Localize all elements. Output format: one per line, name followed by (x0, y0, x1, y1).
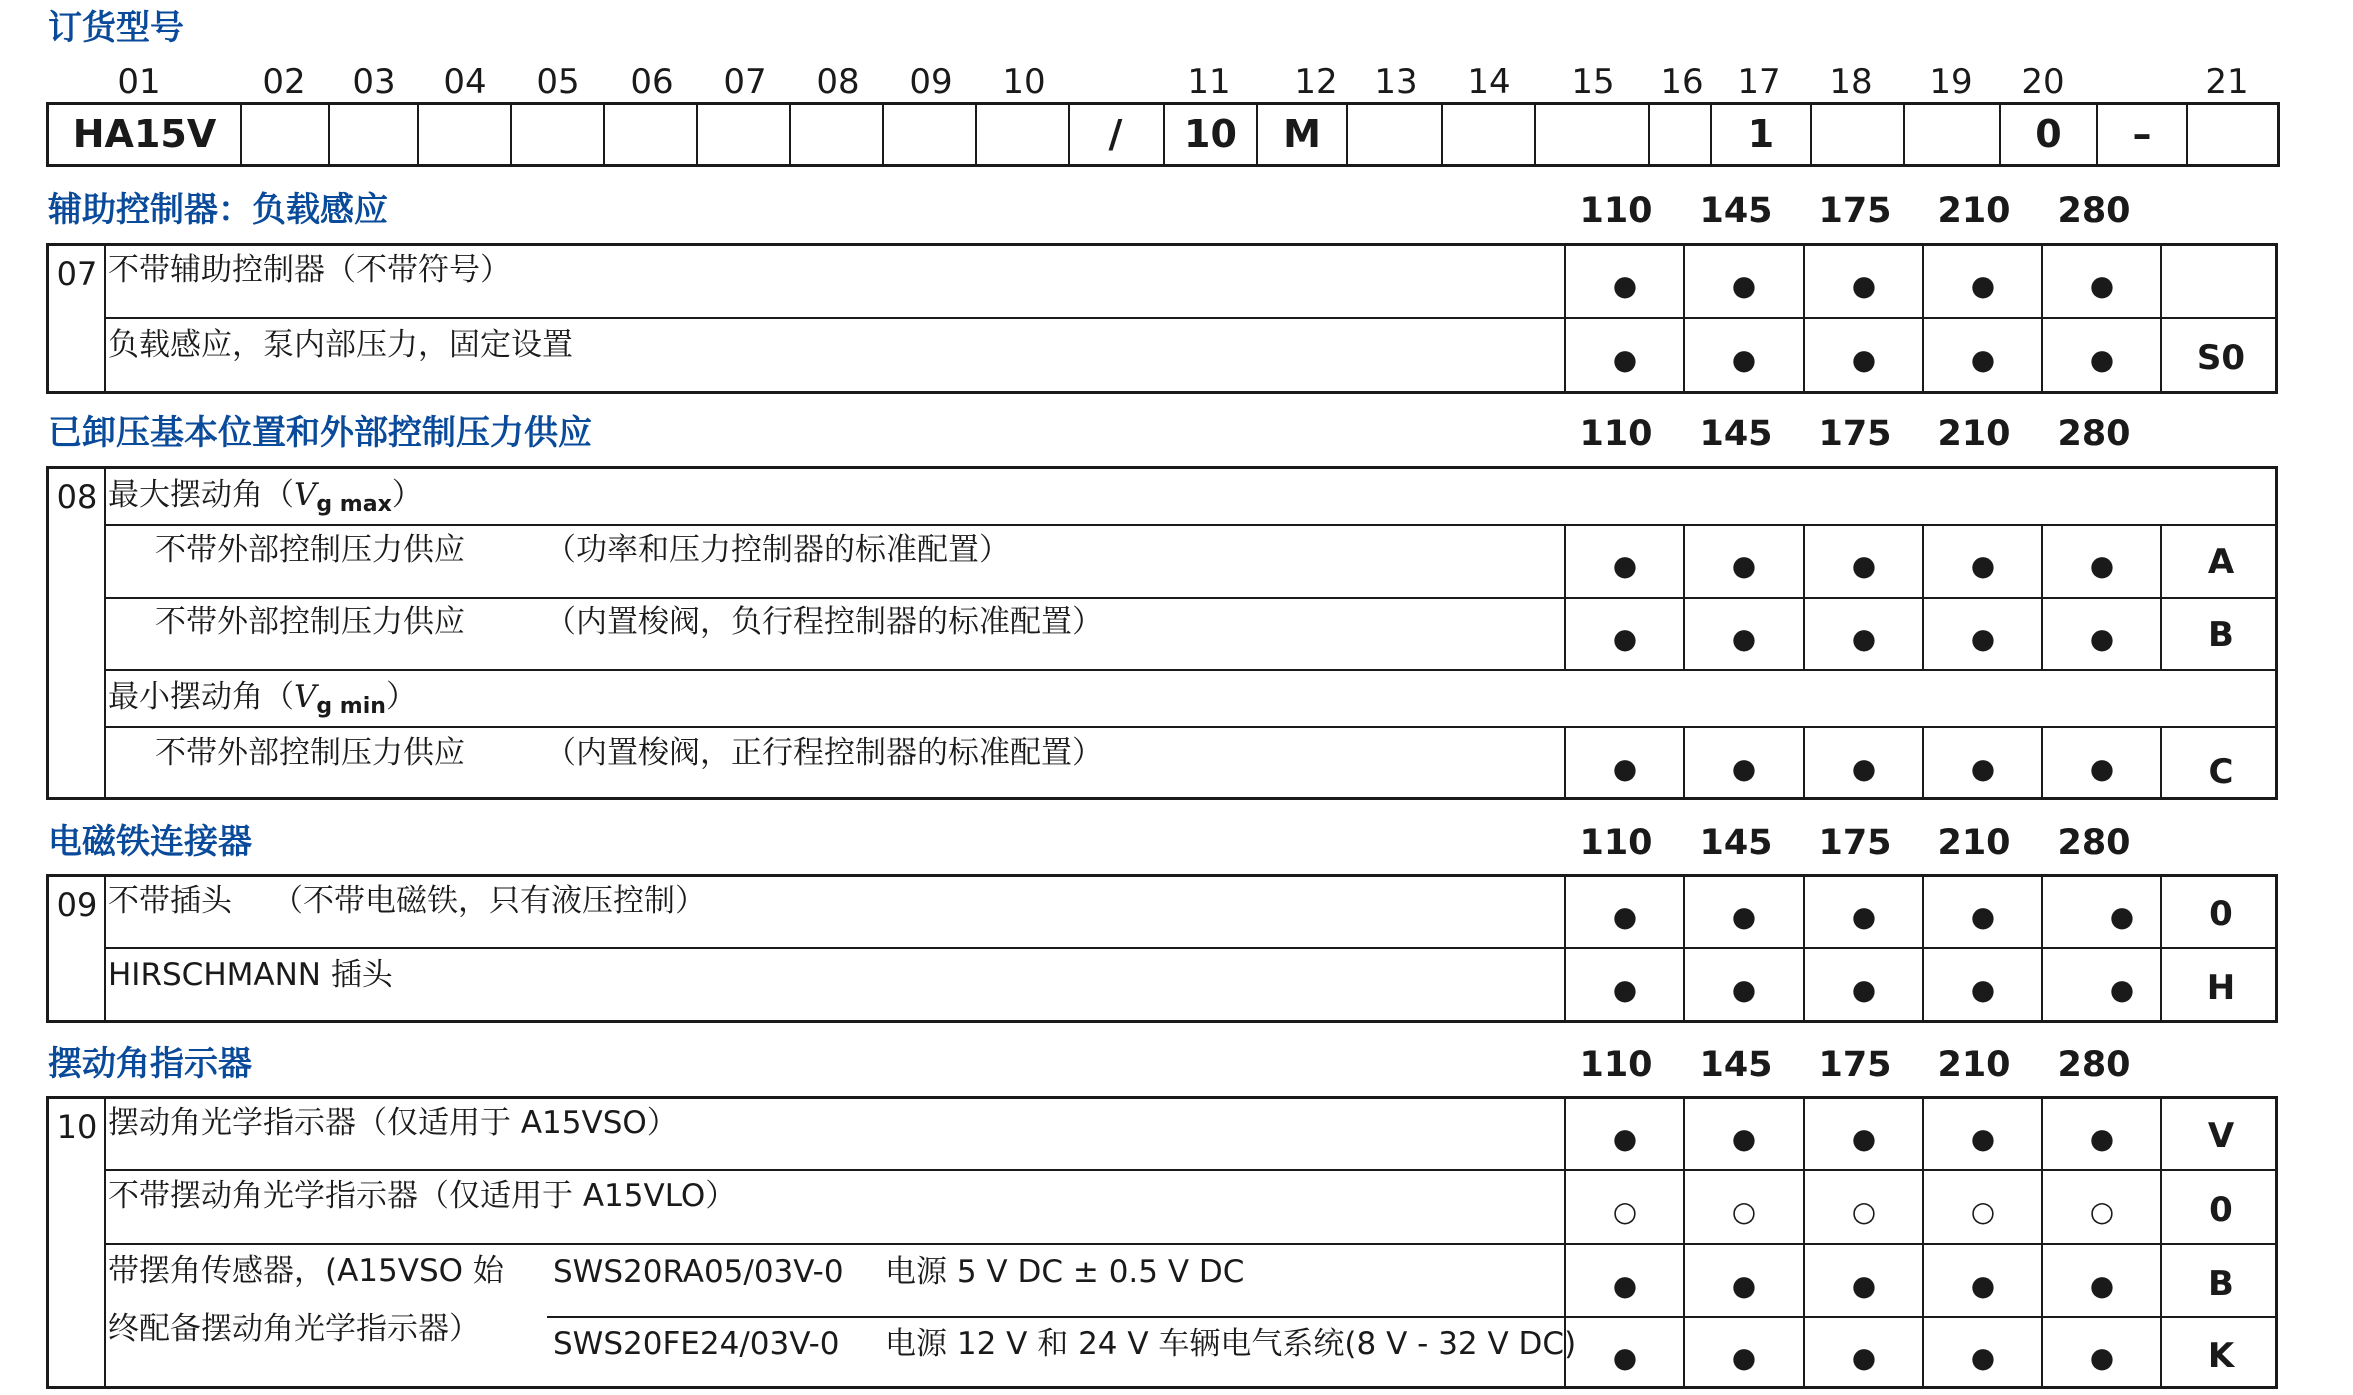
order-code-cell-series: HA15V (72, 112, 217, 156)
availability-mark: ● (1731, 1269, 1757, 1302)
section-number: 10 (56, 1108, 98, 1146)
group-label-max-swivel: 最大摆动角$(V_{g max})$ (108, 477, 423, 517)
availability-mark: ● (1612, 973, 1638, 1006)
option-code: B (2208, 615, 2234, 655)
availability-mark: ● (1731, 343, 1757, 376)
availability-mark: ● (2089, 269, 2115, 302)
sensor-model: SWS20FE24/03V-0 (553, 1326, 840, 1362)
position-number: 02 (262, 62, 306, 102)
order-code-cell-dash: – (2132, 112, 2152, 156)
availability-mark: ● (2089, 1122, 2115, 1155)
size-header: 210 (1937, 191, 2011, 231)
availability-mark: ● (2089, 549, 2115, 582)
availability-mark: ● (2109, 900, 2135, 933)
position-number: 12 (1294, 62, 1338, 102)
availability-mark: ● (1731, 549, 1757, 582)
availability-mark: ● (1970, 752, 1996, 785)
option-label: 带摆角传感器，(A15VSO 始 (108, 1253, 504, 1289)
availability-mark: ● (2089, 1269, 2115, 1302)
order-code-title: 订货型号 (48, 8, 184, 48)
size-header: 110 (1579, 1045, 1653, 1085)
availability-mark: ● (1851, 973, 1877, 1006)
section-title-swivel-angle-indicator: 摆动角指示器 (48, 1044, 252, 1084)
position-number: 03 (352, 62, 396, 102)
option-label: 不带辅助控制器（不带符号） (108, 252, 511, 288)
option-code: 0 (2209, 1190, 2233, 1230)
section-number: 07 (56, 255, 98, 293)
order-code-cell-20: 0 (2035, 112, 2062, 156)
power-supply: 电源 5 V DC ± 0.5 V DC (885, 1254, 1245, 1290)
size-header: 145 (1699, 414, 1773, 454)
availability-mark: ● (2089, 343, 2115, 376)
availability-mark: ○ (1731, 1195, 1757, 1228)
position-number: 20 (2021, 62, 2065, 102)
group-label-min-swivel: 最小摆动角$(V_{g min})$ (108, 679, 417, 719)
position-number: 10 (1002, 62, 1046, 102)
availability-mark: ● (1851, 1341, 1877, 1374)
size-header: 280 (2057, 191, 2131, 231)
option-code: B (2208, 1264, 2234, 1304)
option-label: 不带外部控制压力供应 (155, 532, 465, 568)
position-number: 04 (443, 62, 487, 102)
order-code-cell-slash: / (1108, 112, 1123, 156)
position-number: 06 (630, 62, 674, 102)
availability-mark: ● (1612, 549, 1638, 582)
position-number: 11 (1187, 62, 1231, 102)
availability-mark: ● (1970, 549, 1996, 582)
position-number: 16 (1660, 62, 1704, 102)
availability-mark: ● (2089, 622, 2115, 655)
option-label: HIRSCHMANN 插头 (108, 957, 393, 993)
availability-mark: ● (1612, 1122, 1638, 1155)
section-number: 09 (56, 886, 98, 924)
availability-mark: ● (1851, 900, 1877, 933)
availability-mark: ● (1612, 1341, 1638, 1374)
position-number: 07 (723, 62, 767, 102)
position-number: 09 (909, 62, 953, 102)
option-label: 终配备摆动角光学指示器） (108, 1311, 480, 1347)
availability-mark: ● (1970, 622, 1996, 655)
option-label: 不带插头 (108, 883, 232, 919)
position-number: 21 (2205, 62, 2249, 102)
power-supply: 电源 12 V 和 24 V 车辆电气系统(8 V - 32 V DC) (885, 1326, 1577, 1362)
availability-mark: ● (1970, 343, 1996, 376)
availability-mark: ○ (2089, 1195, 2115, 1228)
option-code: H (2206, 968, 2236, 1008)
option-label: 不带外部控制压力供应 (155, 604, 465, 640)
size-header: 280 (2057, 1045, 2131, 1085)
option-label: 不带外部控制压力供应 (155, 735, 465, 771)
size-header: 145 (1699, 191, 1773, 231)
availability-mark: ● (1731, 1341, 1757, 1374)
availability-mark: ● (1851, 752, 1877, 785)
option-label: 不带摆动角光学指示器（仅适用于 A15VLO） (108, 1178, 737, 1214)
order-code-cell-metric: M (1283, 112, 1321, 156)
position-number: 08 (816, 62, 860, 102)
size-header: 110 (1579, 414, 1653, 454)
option-code: K (2207, 1336, 2235, 1376)
availability-mark: ○ (1612, 1195, 1638, 1228)
option-code: V (2207, 1116, 2235, 1156)
availability-mark: ● (1851, 622, 1877, 655)
availability-mark: ● (1731, 973, 1757, 1006)
availability-mark: ● (2089, 1341, 2115, 1374)
availability-mark: ● (1970, 900, 1996, 933)
section-number: 08 (56, 478, 98, 516)
option-code: C (2208, 752, 2234, 792)
availability-mark: ● (1612, 752, 1638, 785)
position-number: 05 (536, 62, 580, 102)
availability-mark: ○ (1970, 1195, 1996, 1228)
size-header: 210 (1937, 1045, 2011, 1085)
position-number: 18 (1829, 62, 1873, 102)
availability-mark: ● (1851, 269, 1877, 302)
availability-mark: ● (1731, 752, 1757, 785)
size-header: 175 (1818, 1045, 1892, 1085)
availability-mark: ● (1731, 622, 1757, 655)
section-title-basic-position: 已卸压基本位置和外部控制压力供应 (48, 413, 592, 453)
option-label: 摆动角光学指示器（仅适用于 A15VSO） (108, 1105, 678, 1141)
size-header: 145 (1699, 1045, 1773, 1085)
position-number: 15 (1571, 62, 1615, 102)
availability-mark: ● (1970, 973, 1996, 1006)
size-header: 175 (1818, 823, 1892, 863)
availability-mark: ● (1612, 622, 1638, 655)
availability-mark: ● (1612, 900, 1638, 933)
section-title-auxiliary-controller: 辅助控制器：负载感应 (48, 190, 388, 230)
availability-mark: ○ (1851, 1195, 1877, 1228)
size-header: 280 (2057, 823, 2131, 863)
size-header: 280 (2057, 414, 2131, 454)
position-number: 13 (1374, 62, 1418, 102)
size-header: 210 (1937, 414, 2011, 454)
position-number: 01 (117, 62, 161, 102)
availability-mark: ● (1612, 343, 1638, 376)
option-label: 负载感应，泵内部压力，固定设置 (108, 327, 573, 363)
availability-mark: ● (1970, 1269, 1996, 1302)
availability-mark: ● (1970, 269, 1996, 302)
size-header: 175 (1818, 414, 1892, 454)
section-title-solenoid-connector: 电磁铁连接器 (48, 822, 252, 862)
sensor-model: SWS20RA05/03V-0 (553, 1254, 844, 1290)
option-note: （功率和压力控制器的标准配置） (545, 532, 1010, 568)
position-number: 14 (1467, 62, 1511, 102)
availability-mark: ● (1612, 1269, 1638, 1302)
option-code: S0 (2196, 338, 2246, 378)
availability-mark: ● (1970, 1122, 1996, 1155)
size-header: 175 (1818, 191, 1892, 231)
position-number: 19 (1929, 62, 1973, 102)
size-header: 110 (1579, 823, 1653, 863)
option-note: （不带电磁铁，只有液压控制） (272, 883, 706, 919)
availability-mark: ● (1970, 1341, 1996, 1374)
availability-mark: ● (1851, 1269, 1877, 1302)
availability-mark: ● (2109, 973, 2135, 1006)
order-code-cell-17: 1 (1747, 112, 1775, 156)
availability-mark: ● (1851, 549, 1877, 582)
availability-mark: ● (1731, 1122, 1757, 1155)
availability-mark: ● (1612, 269, 1638, 302)
option-code: 0 (2209, 894, 2233, 934)
position-number: 17 (1737, 62, 1781, 102)
size-header: 110 (1579, 191, 1653, 231)
availability-mark: ● (2089, 752, 2115, 785)
size-header: 210 (1937, 823, 2011, 863)
availability-mark: ● (1731, 269, 1757, 302)
option-code: A (2207, 542, 2235, 582)
availability-mark: ● (1731, 900, 1757, 933)
option-note: （内置梭阀，正行程控制器的标准配置） (545, 735, 1103, 771)
availability-mark: ● (1851, 343, 1877, 376)
size-header: 145 (1699, 823, 1773, 863)
order-code-cell-series-number: 10 (1184, 112, 1237, 156)
availability-mark: ● (1851, 1122, 1877, 1155)
option-note: （内置梭阀，负行程控制器的标准配置） (545, 604, 1103, 640)
